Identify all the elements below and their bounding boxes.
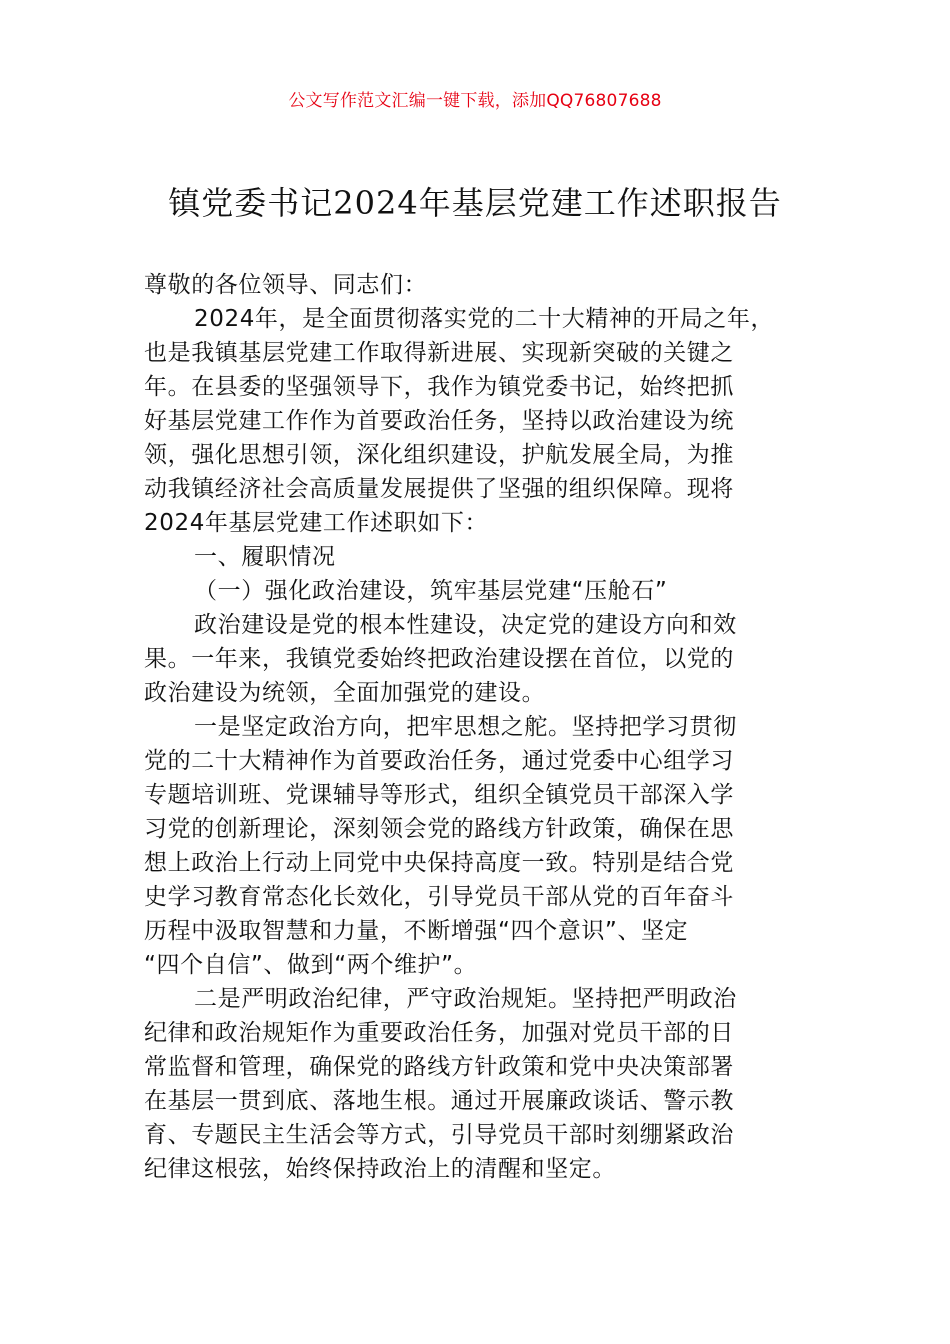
salutation-line: 尊敬的各位领导、同志们： [144,272,428,298]
paragraph-line: 政治建设为统领，全面加强党的建设。 [144,680,546,706]
paragraph-line: 历程中汲取智慧和力量，不断增强“四个意识”、坚定 [144,918,689,944]
paragraph-line: 2024年基层党建工作述职如下： [144,510,489,536]
paragraph-line: 动我镇经济社会高质量发展提供了坚强的组织保障。现将 [144,476,734,502]
paragraph-line: 习党的创新理论，深刻领会党的路线方针政策，确保在思 [144,816,734,842]
paragraph-line: 果。一年来，我镇党委始终把政治建设摆在首位，以党的 [144,646,734,672]
paragraph-line: 二是严明政治纪律，严守政治规矩。坚持把严明政治 [194,986,737,1012]
paragraph-line: 2024年，是全面贯彻落实党的二十大精神的开局之年， [194,306,775,332]
paragraph-line: 想上政治上行动上同党中央保持高度一致。特别是结合党 [144,850,734,876]
header-download-note: 公文写作范文汇编一键下载，添加QQ76807688 [288,91,662,111]
paragraph-line: 专题培训班、党课辅导等形式，组织全镇党员干部深入学 [144,782,734,808]
paragraph-line: 史学习教育常态化长效化，引导党员干部从党的百年奋斗 [144,884,734,910]
paragraph-line: 政治建设是党的根本性建设，决定党的建设方向和效 [194,612,737,638]
paragraph-line: 领，强化思想引领，深化组织建设，护航发展全局，为推 [144,442,734,468]
section-heading: 一、履职情况 [194,544,336,570]
paragraph-line: 也是我镇基层党建工作取得新进展、实现新突破的关键之 [144,340,734,366]
paragraph-line: “四个自信”、做到“两个维护”。 [144,952,478,978]
paragraph-line: 党的二十大精神作为首要政治任务，通过党委中心组学习 [144,748,734,774]
paragraph-line: 年。在县委的坚强领导下，我作为镇党委书记，始终把抓 [144,374,734,400]
document-title: 镇党委书记2024年基层党建工作述职报告 [168,184,782,222]
paragraph-line: 好基层党建工作作为首要政治任务，坚持以政治建设为统 [144,408,734,434]
paragraph-line: 纪律和政治规矩作为重要政治任务，加强对党员干部的日 [144,1020,734,1046]
paragraph-line: 在基层一贯到底、落地生根。通过开展廉政谈话、警示教 [144,1088,734,1114]
paragraph-line: 纪律这根弦，始终保持政治上的清醒和坚定。 [144,1156,616,1182]
paragraph-line: 常监督和管理，确保党的路线方针政策和党中央决策部署 [144,1054,734,1080]
document-body [144,268,808,1186]
paragraph-line: 一是坚定政治方向，把牢思想之舵。坚持把学习贯彻 [194,714,737,740]
subsection-heading: （一）强化政治建设，筑牢基层党建“压舱石” [194,578,668,604]
paragraph-line: 育、专题民主生活会等方式，引导党员干部时刻绷紧政治 [144,1122,734,1148]
